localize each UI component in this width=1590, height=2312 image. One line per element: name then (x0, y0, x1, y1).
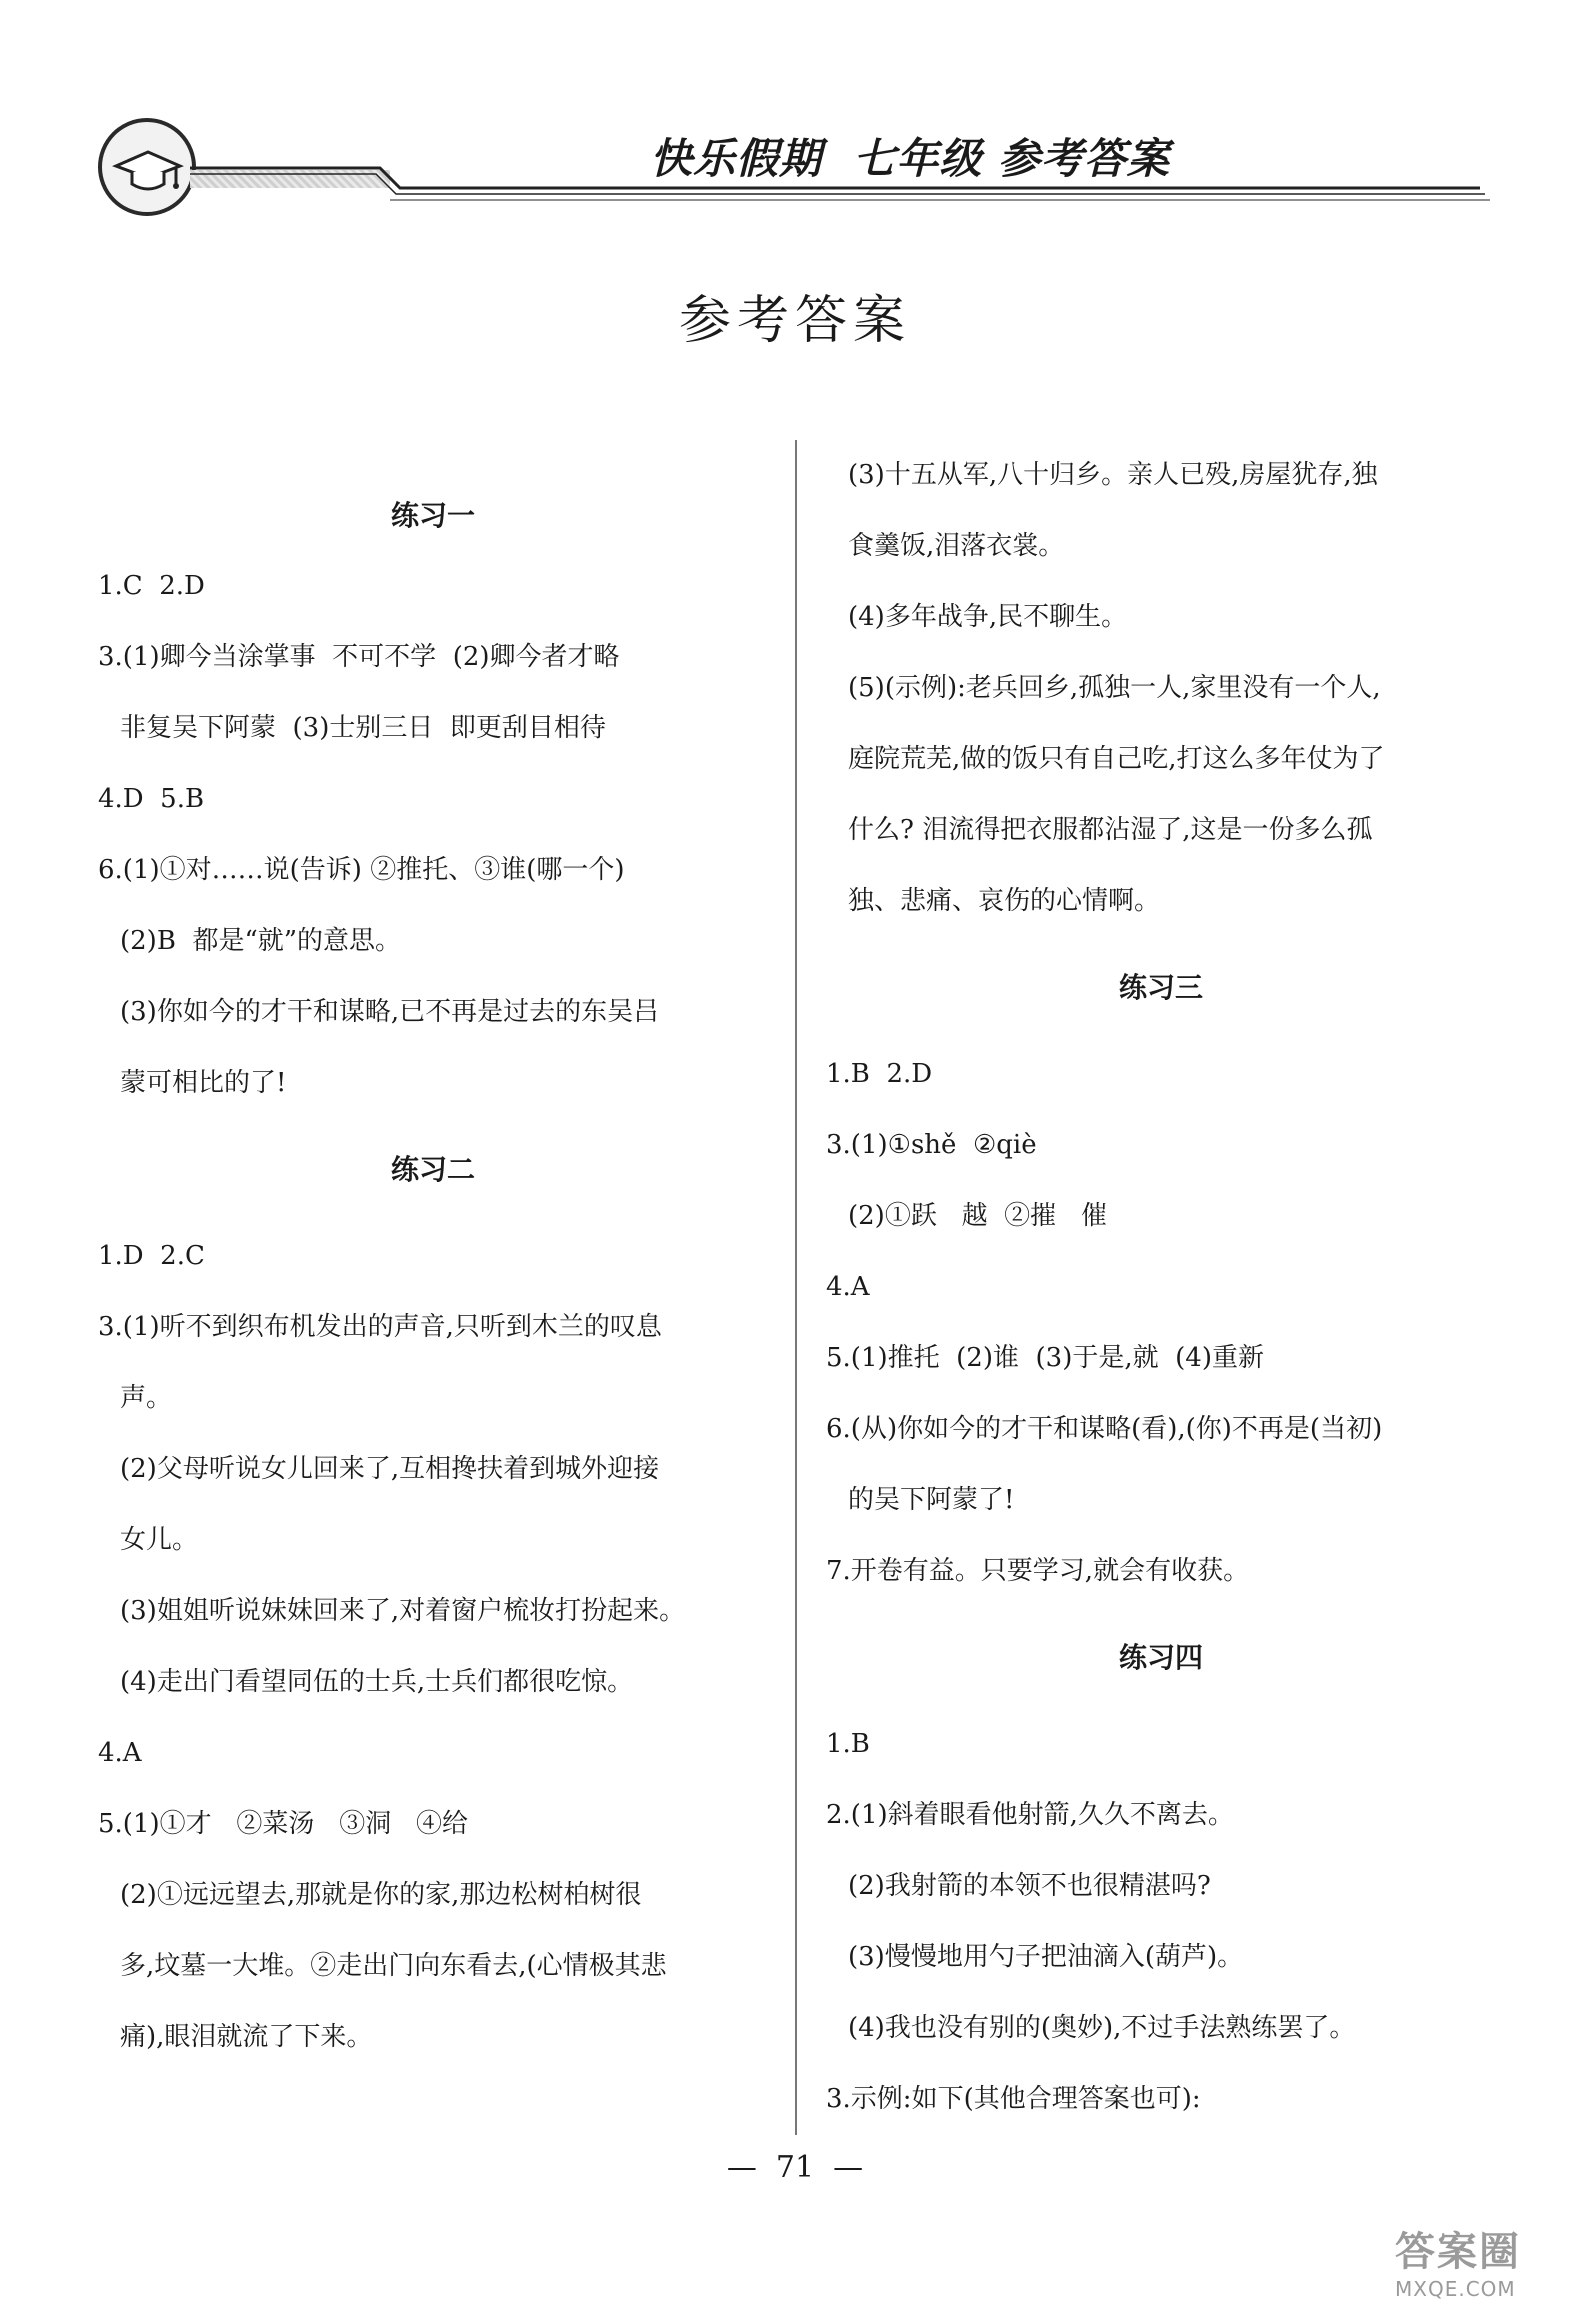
answer-line: (4)走出门看望同伍的士兵,士兵们都很吃惊。 (120, 1667, 634, 1697)
answer-line: 独、悲痛、哀伤的心情啊。 (848, 886, 1161, 916)
answer-line: 4.A (826, 1272, 870, 1302)
answer-line: 7.开卷有益。只要学习,就会有收获。 (826, 1556, 1250, 1586)
answer-line: 什么? 泪流得把衣服都沾湿了,这是一份多么孤 (848, 815, 1373, 845)
answer-line: (3)姐姐听说妹妹回来了,对着窗户梳妆打扮起来。 (120, 1596, 686, 1626)
header-title: 快乐假期 七年级 参考答案 (650, 134, 1170, 183)
answer-line: 女儿。 (120, 1525, 199, 1555)
answer-line: 非复吴下阿蒙 (3)士别三日 即更刮目相待 (120, 713, 606, 743)
column-divider (795, 440, 797, 2135)
answer-line: (3)慢慢地用勺子把油滴入(葫芦)。 (848, 1942, 1244, 1972)
column-spacer (98, 440, 768, 480)
answer-line: (2)父母听说女儿回来了,互相搀扶着到城外迎接 (120, 1454, 660, 1484)
answer-line: 3.(1)听不到织布机发出的声音,只听到木兰的叹息 (98, 1312, 662, 1342)
answer-line: (4)多年战争,民不聊生。 (848, 602, 1128, 632)
answer-line: 1.B 2.D (826, 1059, 933, 1089)
answer-line: 3.(1)卿今当涂掌事 不可不学 (2)卿今者才略 (98, 642, 620, 672)
graduation-cap-drawing (102, 122, 192, 212)
watermark-logo (1395, 2220, 1580, 2300)
page-title: 参考答案 (678, 291, 911, 351)
answer-line: (4)我也没有别的(奥妙),不过手法熟练罢了。 (848, 2013, 1356, 2043)
answer-line: 庭院荒芜,做的饭只有自己吃,打这么多年仗为了 (848, 744, 1385, 774)
answer-line: 痛),眼泪就流了下来。 (120, 2022, 373, 2052)
section-heading: 练习三 (1118, 971, 1203, 1004)
answer-line: (2)①跃 越 ②摧 催 (848, 1201, 1107, 1231)
answer-line: 6.(从)你如今的才干和谋略(看),(你)不再是(当初) (826, 1414, 1383, 1444)
answer-line: 4.D 5.B (98, 784, 205, 814)
answer-line: (2)B 都是“就”的意思。 (120, 926, 402, 956)
watermark-text: 答案圈 (1395, 2229, 1521, 2275)
answer-line: 蒙可相比的了! (120, 1068, 287, 1098)
answer-line: 食羹饭,泪落衣裳。 (848, 531, 1065, 561)
graduation-cap-icon (98, 118, 196, 216)
answer-line: 3.示例:如下(其他合理答案也可): (826, 2084, 1201, 2114)
answer-line: 的吴下阿蒙了! (848, 1485, 1015, 1515)
answer-line: 3.(1)①shě ②qiè (826, 1130, 1037, 1160)
answer-line: 2.(1)斜着眼看他射箭,久久不离去。 (826, 1800, 1234, 1830)
answer-line: (3)十五从军,八十归乡。亲人已殁,房屋犹存,独 (848, 460, 1378, 490)
answer-line: 1.C 2.D (98, 571, 205, 601)
answer-line: 1.B (826, 1729, 870, 1759)
answer-line: 声。 (120, 1383, 173, 1413)
right-column (826, 440, 1496, 2135)
answer-line: (5)(示例):老兵回乡,孤独一人,家里没有一个人, (848, 673, 1381, 703)
answer-line: (2)我射箭的本领不也很精湛吗? (848, 1871, 1211, 1901)
left-column (98, 440, 768, 2073)
answer-line: 1.D 2.C (98, 1241, 205, 1271)
section-heading: 练习二 (390, 1153, 475, 1186)
answer-line: 5.(1)推托 (2)谁 (3)于是,就 (4)重新 (826, 1343, 1264, 1373)
answer-line: 5.(1)①才 ②菜汤 ③洞 ④给 (98, 1809, 469, 1839)
answer-line: 6.(1)①对……说(告诉) ②推托、③谁(哪一个) (98, 855, 625, 885)
page-number: — 71 — (726, 2150, 864, 2185)
answer-line: (3)你如今的才干和谋略,已不再是过去的东吴吕 (120, 997, 660, 1027)
answer-line: 4.A (98, 1738, 142, 1768)
answer-line: 多,坟墓一大堆。②走出门向东看去,(心情极其悲 (120, 1951, 667, 1981)
watermark-url: MXQE.COM (1395, 2277, 1516, 2301)
answer-line: (2)①远远望去,那就是你的家,那边松树柏树很 (120, 1880, 642, 1910)
section-heading: 练习一 (390, 499, 475, 532)
section-heading: 练习四 (1118, 1641, 1203, 1674)
